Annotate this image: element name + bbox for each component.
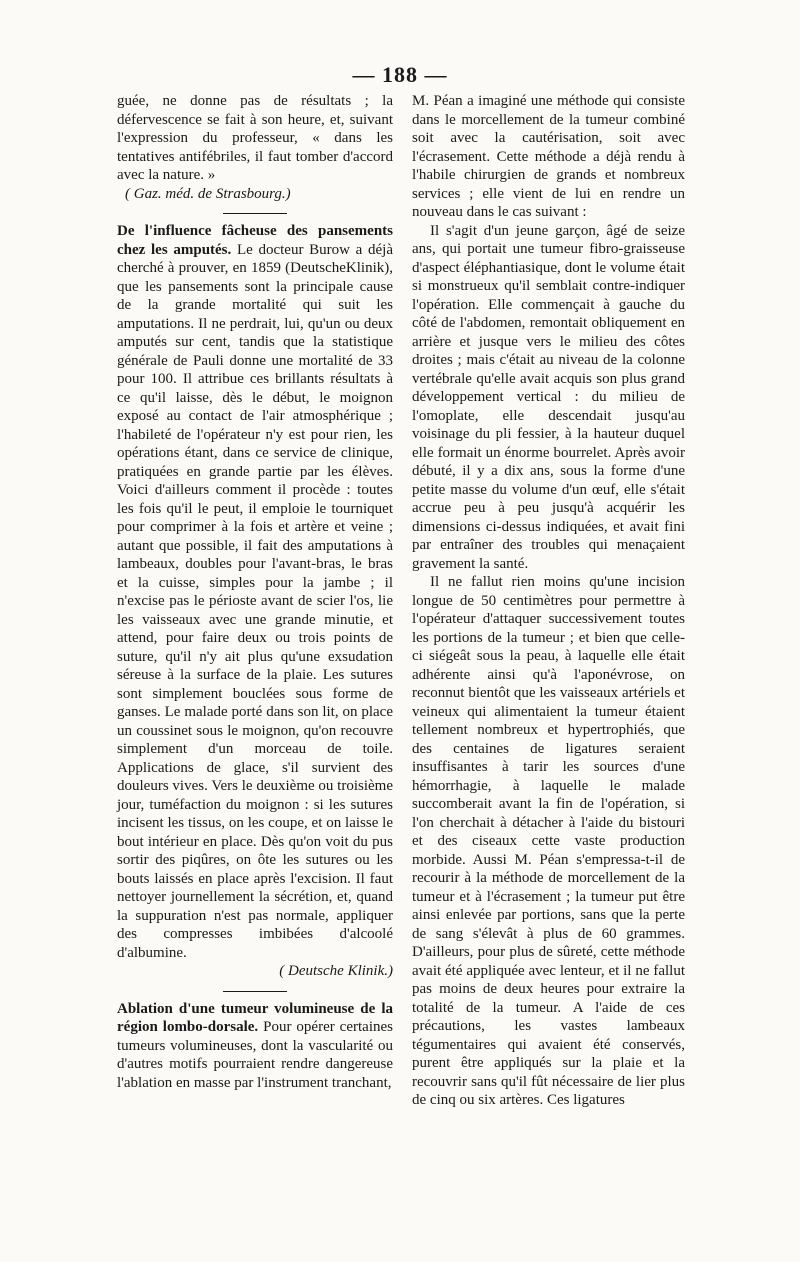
section-divider <box>223 991 287 992</box>
paragraph: Il s'agit d'un jeune garçon, âgé de seize ans, qui portait une tumeur fibro-graisseuse d'aspect éléphantiasique, dont le volume était si monstrueux qu'il semblait contre-indiquer l'opération. Elle commençait à gauche du côté de l'abdomen, remontait obliquement en arrière et jusque vers le milieu des côtes droites ; mais c'était au niveau de la colonne vertébrale qu'elle avait acquis son plus grand développement vertical : du milieu de l'omoplate, elle descendait jusqu'au voisinage du pli fessier, à la hauteur duquel elle formait un énorme bourrelet. Après avoir débuté, il y a dix ans, sous la forme d'une petite masse du volume d'un œuf, elle s'était accrue peu à peu jusqu'à acquérir les dimensions ci-dessus indiquées, et avait fini par entraîner des troubles qui menaçaient gravement la santé. <box>412 222 685 572</box>
right-column <box>412 92 685 1110</box>
article-heading: De l'influence fâcheuse des pansements chez les amputés. <box>117 223 393 258</box>
citation-deutsche-klinik: ( Deutsche Klinik.) <box>279 963 393 979</box>
article-body: Le docteur Burow a déjà cherché à prouver, en 1859 (DeutscheKlinik), que les pansements sont la principale cause de la grande mortalité qui suit les amputations. Il ne perdrait, lui, qu'un ou deux amputés sur cent, tandis que la statistique générale de Pauli donne une mortalité de 33 pour 100. Il attribue ces brillants résultats à ce qu'il laisse, dès le début, le moignon exposé au contact de l'air atmosphérique ; l'habileté de l'opérateur n'y est pour rien, les opérations étant, dans ce service de clinique, pratiquées en grande partie par les élèves. Voici d'ailleurs comment il procède : toutes les fois qu'il le peut, il emploie le tourniquet pour comprimer à la fois et artère et veine ; autant que possible, il fait des amputations à lambeaux, doubles pour l'avant-bras, le bras et la cuisse, simples pour la jambe ; il n'excise pas le périoste avant de scier l'os, lie les vaisseaux avec une grande minutie, et attend, pour faire deux ou trois points de suture, qu'il n'y ait plus qu'une exsudation séreuse à la surface de la plaie. Les sutures sont simplement bouclées sous forme de ganses. Le malade porté dans son lit, on place un coussinet sous le moignon, qu'on recouvre simplement d'un morceau de toile. Applications de glace, s'il survient des douleurs vives. Vers le deuxième ou troisième jour, tuméfaction du moignon : si les sutures incisent les tissus, on les coupe, et on laisse le bout intérieur en place. Dès qu'on voit du pus sortir des piqûres, on ôte les sutures ou les bouts laissés en place après l'excision. Il faut nettoyer journellement la sécrétion, et, quand la suppuration n'est pas normale, appliquer des compresses imbibées d'alcoolé d'albumine. <box>117 241 393 961</box>
paragraph: M. Péan a imaginé une méthode qui consiste dans le morcellement de la tumeur combiné soit avec la cautérisation, soit avec l'écrasement. Cette méthode a déjà rendu à l'habile chirurgien de grands et nombreux services ; elle vient de lui en rendre un nouveau dans le cas suivant : <box>412 93 685 220</box>
page-number: — 188 — <box>352 62 448 87</box>
paragraph-continued: guée, ne donne pas de résultats ; la défervescence se fait à son heure, et, suivant l'expression du professeur, « dans les tentatives antifébriles, il faut tomber d'accord avec la nature. » <box>117 93 393 183</box>
article-heading: Ablation d'une tumeur volumineuse de la région lombo-dorsale. <box>117 1000 393 1035</box>
article-pean <box>117 1000 393 1093</box>
section-divider <box>223 213 287 214</box>
article-burow <box>117 222 393 962</box>
left-column <box>117 92 393 1092</box>
citation-gaz-med: ( Gaz. méd. de Strasbourg.) <box>125 185 291 202</box>
paragraph: Il ne fallut rien moins qu'une incision longue de 50 centimètres pour permettre à l'opérateur d'attaquer successivement toutes les portions de la tumeur ; et bien que celle-ci siégeât sous la peau, à laquelle elle était adhérente ainsi qu'à l'aponévrose, on reconnut bientôt que les vaisseaux artériels et veineux qui alimentaient la tumeur étaient tellement nombreux et hypertrophiés, que des centaines de ligatures seraient insuffisantes à tarir les sources d'une hémorrhagie, à laquelle le malade succomberait avant la fin de l'opération, si l'on cherchait à détacher à l'aide du bistouri et des ciseaux cette vaste production morbide. Aussi M. Péan s'empressa-t-il de recourir à la méthode de morcellement de la tumeur et à l'écrasement ; la tumeur put être ainsi enlevée par portions, sans que la perte de sang s'élevât à plus de 60 grammes. D'ailleurs, pour plus de sûreté, cette méthode avait été appliquée avec lenteur, et il ne fallut pas moins de deux heures pour extraire la totalité de la tumeur. A l'aide de ces précautions, les vastes lambeaux tégumentaires qui avaient été conservés, purent être appliqués sur la plaie et la recouvrir sans qu'il fût nécessaire de lier plus de cinq ou six artères. Ces ligatures <box>412 574 685 1108</box>
article-body: Pour opérer certaines tumeurs volumineuses, dont la vascularité ou d'autres motifs pourraient rendre dangereuse l'ablation en masse par l'instrument tranchant, <box>117 1019 393 1091</box>
